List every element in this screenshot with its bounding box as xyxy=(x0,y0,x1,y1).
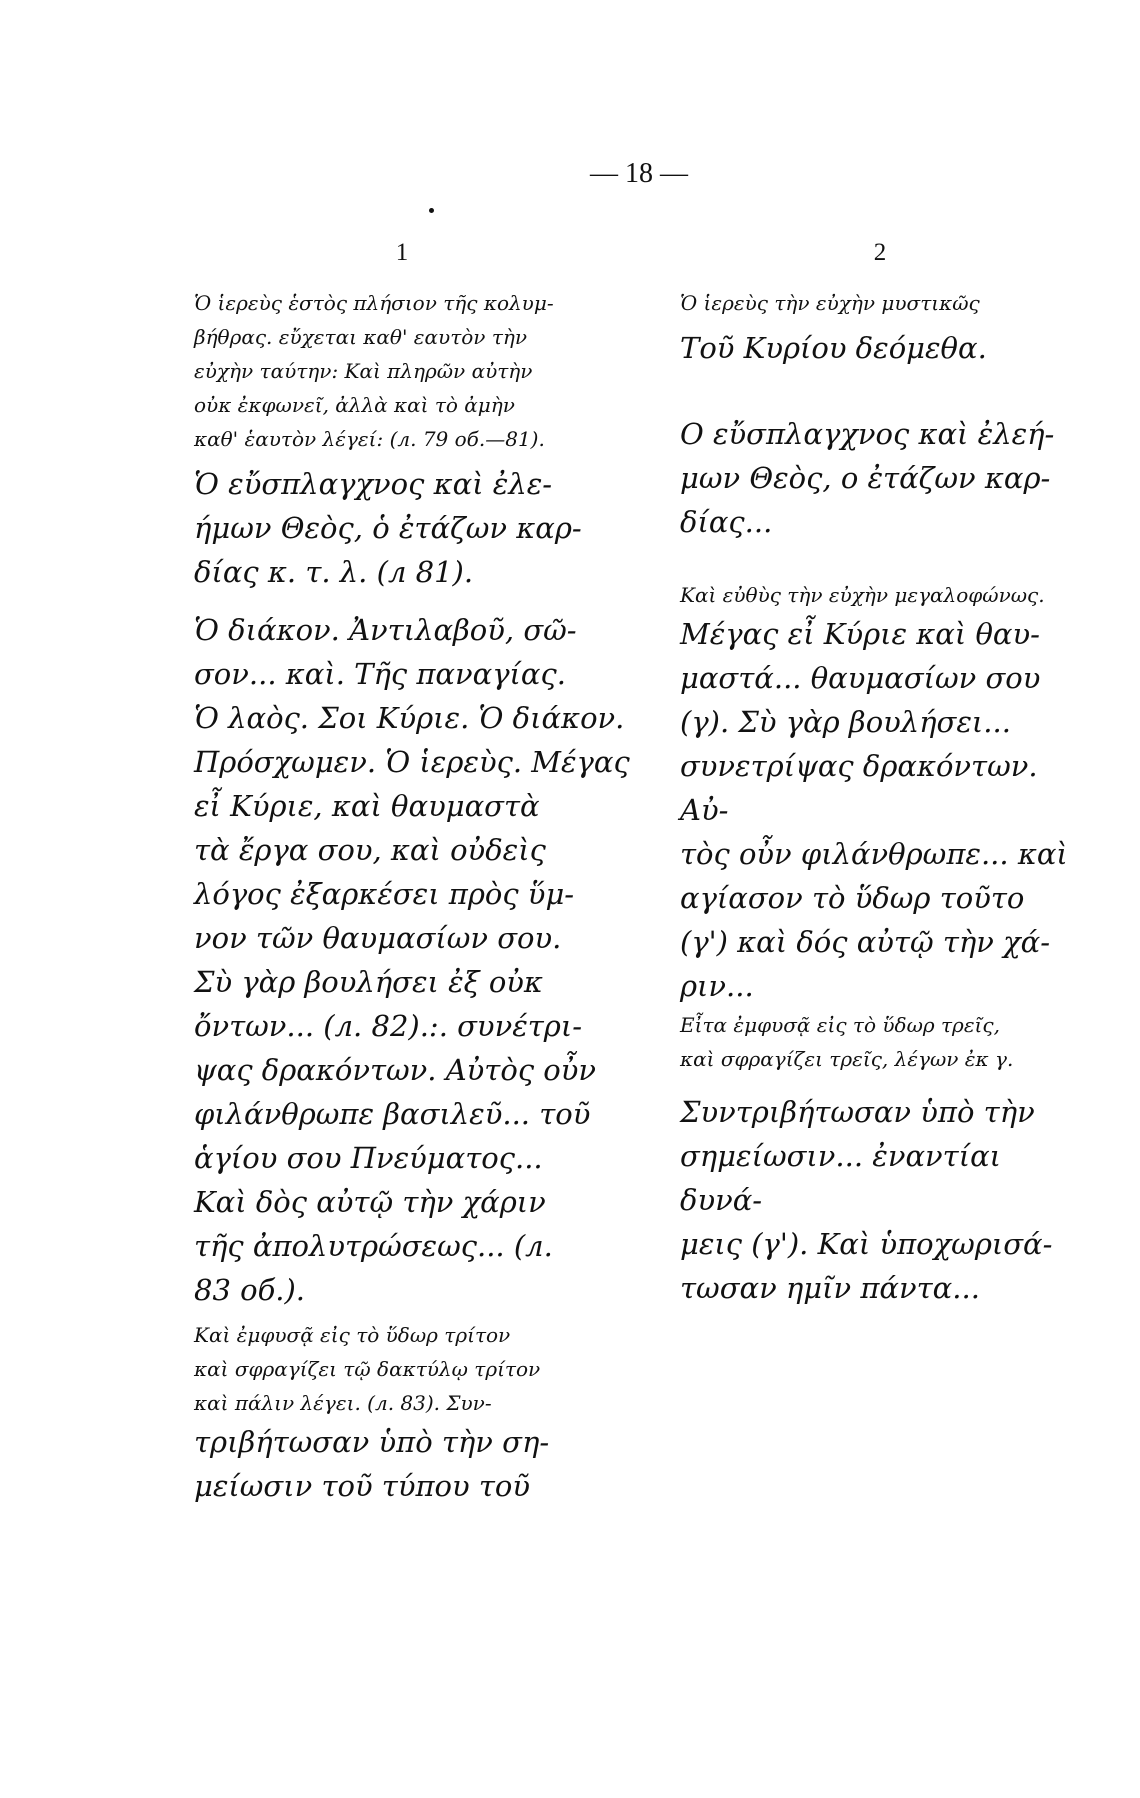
column-1 xyxy=(194,238,630,1508)
text-line: Εἶτα ἐμφυσᾷ εἰς τὸ ὕδωρ τρεῖς, xyxy=(680,1013,1000,1037)
text-line: λόγος ἐξαρκέσει πρὸς ὕμ- xyxy=(194,877,575,911)
text-line: τῆς ἀπολυτρώσεως... (л. xyxy=(194,1229,553,1263)
text-line: μων Θεὸς, ο ἐτάζων καρ- xyxy=(680,461,1051,495)
text-block xyxy=(194,608,630,1312)
text-line: Καὶ δὸς αὐτῷ τὴν χάριν xyxy=(194,1185,546,1219)
text-line: ἁγίου σου Πνεύματος... xyxy=(194,1141,543,1175)
text-line: εὐχὴν ταύτην: Καὶ πληρῶν αὐτὴν xyxy=(194,359,533,383)
text-line: Ὁ εὔσπλαγχνος καὶ ἐλε- xyxy=(194,467,553,501)
text-line: Καὶ εὐθὺς τὴν εὐχὴν μεγαλοφώνως. xyxy=(680,583,1045,607)
text-block xyxy=(680,1090,1080,1310)
rubric-block xyxy=(680,578,1080,612)
page-number: — 18 — xyxy=(590,158,688,189)
text-line: καθ' ἑαυτὸν λέγεί: (л. 79 об.—81). xyxy=(194,427,545,451)
text-line: βήθρας. εὔχεται καθ' εαυτὸν τὴν xyxy=(194,325,528,349)
text-line: Ὁ ἱερεὺς τὴν εὐχὴν μυστικῶς xyxy=(680,291,980,315)
text-line: αγίασον τὸ ὕδωρ τοῦτο xyxy=(680,881,1025,915)
text-line: τωσαν ημῖν πάντα... xyxy=(680,1271,980,1305)
text-line: ριν... xyxy=(680,969,754,1003)
text-line: Ὁ διάκον. Ἀντιλαβοῦ, σῶ- xyxy=(194,613,577,647)
text-line: καὶ σφραγίζει τρεῖς, λέγων ἐκ γ. xyxy=(680,1047,1014,1071)
text-line: καὶ πάλιν λέγει. (л. 83). Συν- xyxy=(194,1391,492,1415)
rubric-block xyxy=(194,1318,630,1420)
text-line: μεις (γ'). Καὶ ὑποχωρισά- xyxy=(680,1227,1053,1261)
column-1-body xyxy=(194,286,630,1508)
text-line: Ὁ ἱερεὺς ἑστὸς πλήσιον τῆς κολυμ- xyxy=(194,291,554,315)
text-line: Ὁ λαὸς. Σοι Κύριε. Ὁ διάκον. xyxy=(194,701,625,735)
ink-dot xyxy=(429,208,434,213)
text-line: Καὶ ἐμφυσᾷ εἰς τὸ ὕδωρ τρίτον xyxy=(194,1323,511,1347)
text-line: δίας... xyxy=(680,505,773,539)
text-block xyxy=(194,462,630,594)
column-2-body xyxy=(680,286,1080,1310)
text-line: σον... καὶ. Τῆς παναγίας. xyxy=(194,657,566,691)
text-line: μαστά... θαυμασίων σου xyxy=(680,661,1041,695)
text-line: τριβήτωσαν ὑπὸ τὴν ση- xyxy=(194,1425,550,1459)
text-line: ψας δρακόντων. Αὐτὸς οὖν xyxy=(194,1053,596,1087)
text-line: Ο εὔσπλαγχνος καὶ ἐλεή- xyxy=(680,417,1055,451)
rubric-block xyxy=(680,1008,1080,1076)
text-line: (γ') καὶ δός αὐτῷ τὴν χά- xyxy=(680,925,1051,959)
rubric-block xyxy=(194,286,630,456)
text-line: τὰ ἔργα σου, καὶ οὐδεὶς xyxy=(194,833,546,867)
text-line: Μέγας εἶ Κύριε καὶ θαυ- xyxy=(680,617,1040,651)
column-2-number: 2 xyxy=(873,239,887,266)
text-line: τὸς οὖν φιλάνθρωπε... καὶ xyxy=(680,837,1068,871)
text-line: εἶ Κύριε, καὶ θαυμαστὰ xyxy=(194,789,540,823)
text-block xyxy=(194,1420,630,1508)
text-block xyxy=(680,412,1080,544)
text-line: Συντριβήτωσαν ὑπὸ τὴν xyxy=(680,1095,1035,1129)
column-1-number: 1 xyxy=(395,239,409,266)
text-line: ὄντων... (л. 82).:. συνέτρι- xyxy=(194,1009,583,1043)
text-line: φιλάνθρωπε βασιλεῦ... τοῦ xyxy=(194,1097,591,1131)
column-2 xyxy=(680,238,1080,1310)
text-line: συνετρίψας δρακόντων. Αὐ- xyxy=(680,749,1038,827)
text-line: Πρόσχωμεν. Ὁ ἱερεὺς. Μέγας xyxy=(194,745,630,779)
rubric-block xyxy=(680,286,1080,320)
text-line: ήμων Θεὸς, ὁ ἐτάζων καρ- xyxy=(194,511,582,545)
text-line: Τοῦ Κυρίου δεόμεθα. xyxy=(680,331,987,365)
text-line: Σὺ γὰρ βουλήσει ἐξ οὐκ xyxy=(194,965,543,999)
text-line: νον τῶν θαυμασίων σου. xyxy=(194,921,562,955)
text-line: μείωσιν τοῦ τύπου τοῦ xyxy=(194,1469,530,1503)
text-line: 83 об.). xyxy=(194,1273,306,1307)
text-line: δίας κ. τ. λ. (л 81). xyxy=(194,555,474,589)
text-line: (γ). Σὺ γὰρ βουλήσει... xyxy=(680,705,1011,739)
text-line: καὶ σφραγίζει τῷ δακτύλῳ τρίτον xyxy=(194,1357,541,1381)
text-line: σημείωσιν... ἐναντίαι δυνά- xyxy=(680,1139,1002,1217)
text-line: οὐκ ἐκφωνεῖ, ἀλλὰ καὶ τὸ ἀμὴν xyxy=(194,393,515,417)
text-block xyxy=(680,326,1080,370)
text-block xyxy=(680,612,1080,1008)
